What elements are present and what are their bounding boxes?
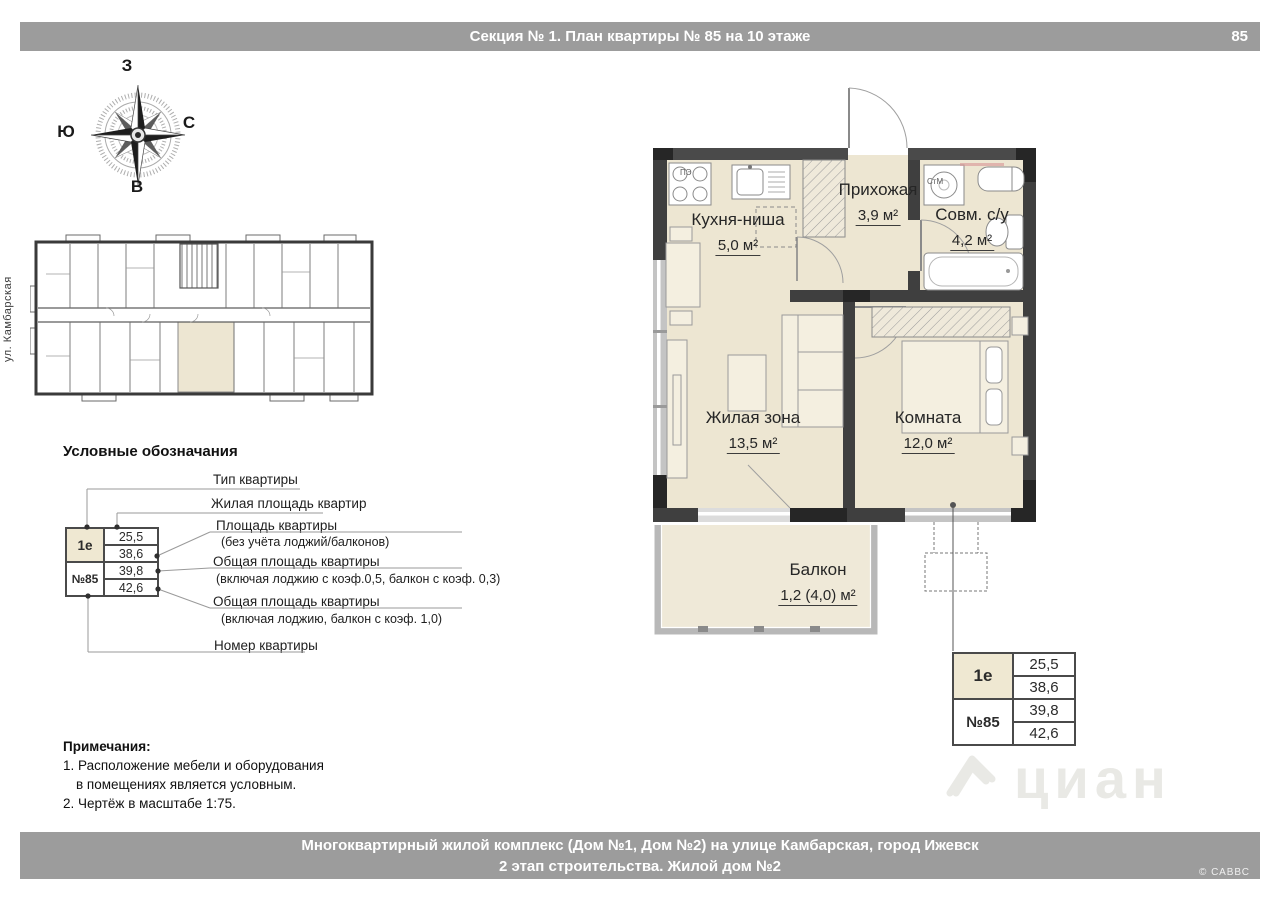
street-label: ул. Камбарская <box>2 276 14 362</box>
compass-label-south: Ю <box>57 122 75 141</box>
room-name: Прихожая <box>838 180 918 199</box>
room-name: Комната <box>894 408 962 427</box>
room-label-balcony <box>778 560 857 606</box>
room-label-bedroom <box>895 408 962 454</box>
room-label-hallway <box>839 180 918 226</box>
plan-card-number: №85 <box>953 699 1013 745</box>
legend-card-type: 1е <box>66 528 104 562</box>
room-area: 1,2 (4,0) м² <box>780 587 856 604</box>
room-area: 3,9 м² <box>857 207 899 224</box>
legend-card-number: №85 <box>66 562 104 596</box>
notes-block <box>63 737 324 813</box>
legend-label-area: Площадь квартиры <box>216 518 338 533</box>
plan-card-value: 25,5 <box>1013 653 1075 676</box>
room-area: 4,2 м² <box>951 232 993 249</box>
compass-label-north: С <box>182 113 196 132</box>
legend-label-area-note: (без учёта лоджий/балконов) <box>221 535 390 549</box>
house-logo-icon <box>942 753 1000 805</box>
footer-line1: Многоквартирный жилой комплекс (Дом №1, Дом №2) на улице Камбарская, город Ижевск <box>301 837 979 854</box>
legend-label-number: Номер квартиры <box>214 638 318 653</box>
room-label-kitchen <box>691 210 784 256</box>
stove-label: ПЭ <box>680 168 692 177</box>
room-label-living-zone <box>706 408 800 454</box>
compass-label-west: З <box>121 56 133 75</box>
room-name: Совм. с/у <box>935 205 1009 224</box>
note-line: в помещениях является условным. <box>76 777 297 792</box>
washer-label: СтМ <box>927 177 944 186</box>
room-area: 5,0 м² <box>717 237 759 254</box>
plan-card-value: 38,6 <box>1013 676 1075 699</box>
room-name: Балкон <box>789 560 847 579</box>
legend-label-total-area: Общая площадь квартиры <box>213 554 380 569</box>
legend-label-total-note: (включая лоджию с коэф.0,5, балкон с коэф. 0,3) <box>216 572 501 586</box>
room-name: Жилая зона <box>705 408 801 427</box>
watermark-text: циан <box>1014 747 1172 810</box>
room-area: 12,0 м² <box>903 435 953 452</box>
page-number: 85 <box>1231 28 1248 45</box>
legend-card-value: 39,8 <box>104 562 158 579</box>
legend-card-value: 42,6 <box>104 579 158 596</box>
legend-label-living-area: Жилая площадь квартир <box>211 496 367 511</box>
legend-label-type: Тип квартиры <box>213 472 298 487</box>
header-bar <box>20 22 1260 51</box>
plan-card-value: 39,8 <box>1013 699 1075 722</box>
footer-copyright: © САВВС <box>1198 867 1250 878</box>
plan-apartment-card <box>952 652 1076 746</box>
legend-card-value: 38,6 <box>104 545 158 562</box>
note-line: 2. Чертёж в масштабе 1:75. <box>63 796 236 811</box>
legend-apartment-card <box>65 527 159 597</box>
header-title: Секция № 1. План квартиры № 85 на 10 этаже <box>469 28 811 45</box>
legend-card-value: 25,5 <box>104 528 158 545</box>
legend-label-total-note2: (включая лоджию, балкон с коэф. 1,0) <box>221 612 443 626</box>
building-overview-plan <box>30 228 380 408</box>
notes-title: Примечания: <box>63 739 151 754</box>
room-name: Кухня-ниша <box>691 210 785 229</box>
footer-line2: 2 этап строительства. Жилой дом №2 <box>498 858 782 875</box>
room-label-bathroom <box>935 205 1008 251</box>
plan-card-value: 42,6 <box>1013 722 1075 745</box>
legend-label-total-area2: Общая площадь квартиры <box>213 594 380 609</box>
legend-title: Условные обозначания <box>63 443 238 460</box>
note-line: 1. Расположение мебели и оборудования <box>63 758 324 773</box>
dimension-mark <box>960 163 1004 166</box>
footer-bar <box>20 832 1260 879</box>
apartment-floor-plan <box>640 75 1050 650</box>
watermark <box>942 746 1172 811</box>
plan-card-type: 1е <box>953 653 1013 699</box>
compass-label-east: В <box>130 177 144 196</box>
room-area: 13,5 м² <box>728 435 778 452</box>
